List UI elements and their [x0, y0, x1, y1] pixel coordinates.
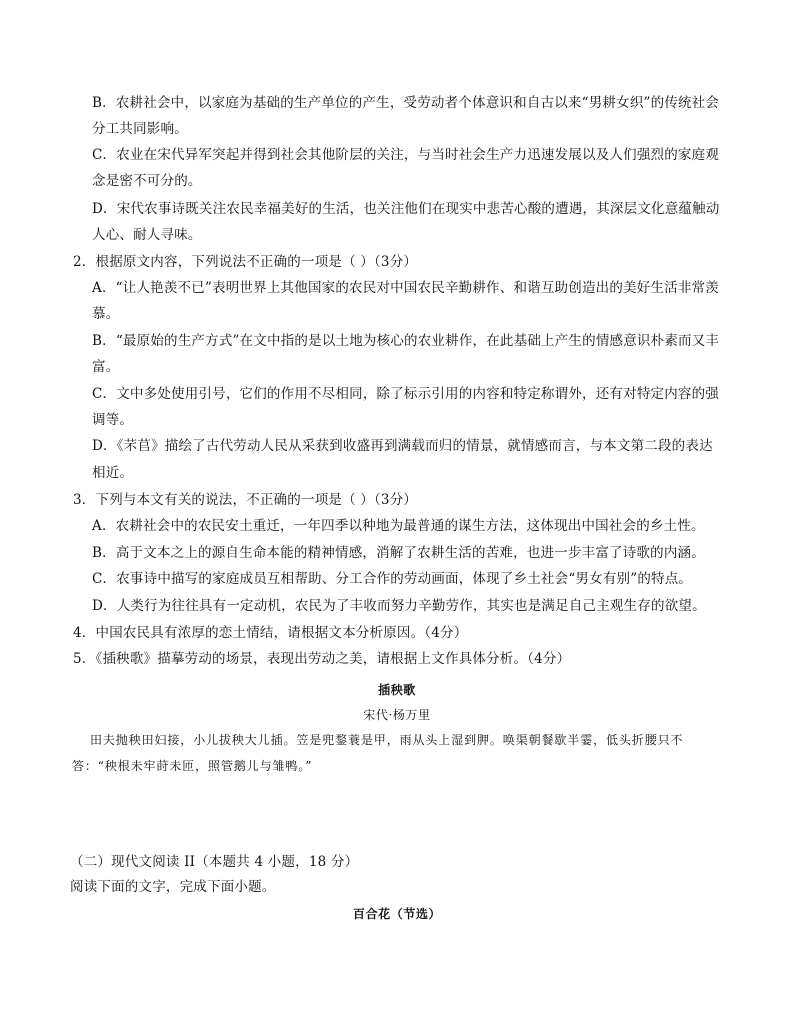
q2-option-d-line1: D．《芣苢》描绘了古代劳动人民从采获到收盛再到满载而归的情景，就情感而言，与本文第二段的表达 — [92, 438, 713, 454]
section2-title: 百合花（节选） — [352, 907, 442, 921]
q5-stem: 5．《插秧歌》描摹劳动的场景，表现出劳动之美，请根据上文作具体分析。（4分） — [73, 651, 571, 667]
q3-option-c: C．农事诗中描写的家庭成员互相帮助、分工合作的劳动画面，体现了乡土社会“男女有别”的特点。 — [92, 571, 693, 587]
q2-option-c-line1: C．文中多处使用引号，它们的作用不尽相同，除了标示引用的内容和特定称谓外，还有对特定内容的强 — [92, 386, 720, 402]
q1-option-d-line1: D．宋代农事诗既关注农民幸福美好的生活，也关注他们在现实中悲苦心酸的遭遇，其深层文化意蕴触动 — [92, 201, 720, 217]
q2-option-b-line2: 富。 — [92, 359, 120, 375]
poem-title: 插秧歌 — [378, 683, 416, 697]
q2-option-b-line1: B．“最原始的生产方式”在文中指的是以土地为核心的农业耕作，在此基础上产生的情感意识朴素而又丰 — [92, 333, 720, 349]
q4-stem: 4．中国农民具有浓厚的恋土情结，请根据文本分析原因。（4分） — [73, 625, 468, 641]
q1-option-b-line1: B．农耕社会中，以家庭为基础的生产单位的产生，受劳动者个体意识和自古以来“男耕女织”的传统社会 — [92, 95, 720, 111]
q2-stem: 2．根据原文内容，下列说法不正确的一项是（ ）（3分） — [73, 254, 418, 270]
q1-option-c-line1: C．农业在宋代异军突起并得到社会其他阶层的关注，与当时社会生产力迅速发展以及人们强烈的家庭观 — [92, 147, 720, 163]
q2-option-c-line2: 调等。 — [92, 412, 134, 428]
section2-heading: （二）现代文阅读 II（本题共 4 小题，18 分） — [70, 854, 359, 870]
q3-option-b: B．高于文本之上的源自生命本能的精神情感，消解了农耕生活的苦难，也进一步丰富了诗歌的内涵。 — [92, 545, 705, 561]
q2-option-a-line1: A．“让人艳羡不已”表明世界上其他国家的农民对中国农民辛勤耕作、和谐互助创造出的美好生活非常羡 — [92, 280, 719, 296]
poem-author: 宋代·杨万里 — [363, 708, 431, 722]
poem-line-1: 田夫抛秧田妇接，小儿拔秧大儿插。笠是兜鍪蓑是甲，雨从头上湿到胛。唤渠朝餐歇半霎，低头折腰只不 — [90, 733, 684, 747]
q2-option-d-line2: 相近。 — [92, 465, 134, 481]
q3-stem: 3．下列与本文有关的说法，不正确的一项是（ ）（3分） — [73, 492, 418, 508]
q3-option-a: A．农耕社会中的农民安土重迁，一年四季以种地为最普通的谋生方法，这体现出中国社会的乡土性。 — [92, 518, 705, 534]
poem-line-2: 答：“秧根未牢莳未匝，照管鹅儿与雏鸭。” — [72, 759, 313, 773]
q1-option-b-line2: 分工共同影响。 — [92, 121, 188, 137]
q1-option-d-line2: 人心、耐人寻味。 — [92, 227, 202, 243]
q2-option-a-line2: 慕。 — [92, 306, 120, 322]
section2-instruction: 阅读下面的文字，完成下面小题。 — [70, 879, 276, 895]
q1-option-c-line2: 念是密不可分的。 — [92, 173, 202, 189]
q3-option-d: D．人类行为往往具有一定动机，农民为了丰收而努力辛勤劳作，其实也是满足自己主观生存的欲望。 — [92, 598, 706, 614]
